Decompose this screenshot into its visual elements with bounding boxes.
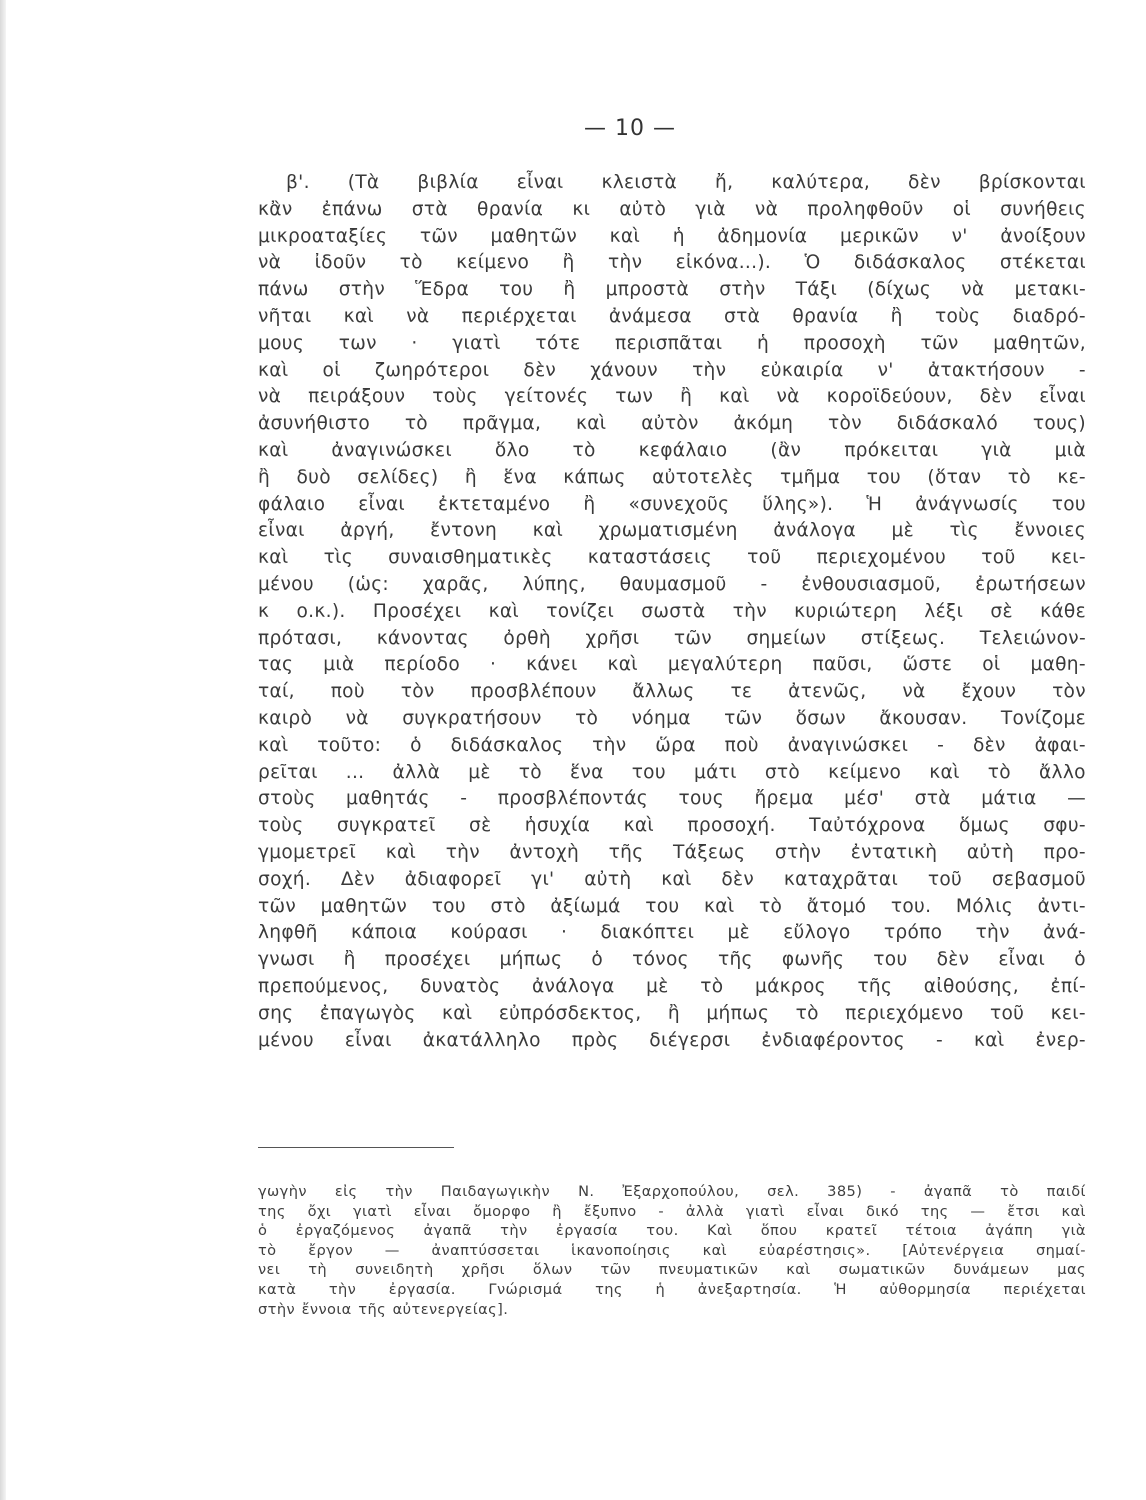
text-line: τῶν μαθητῶν του στὸ ἀξίωμά του καὶ τὸ ἄτομό του. Μόλις ἀντι- (258, 895, 1086, 917)
text-line: πάνω στὴν Ἕδρα του ἢ μπροστὰ στὴν Τάξι (δίχως νὰ μετακι- (258, 279, 1086, 301)
text-line: μικροαταξίες τῶν μαθητῶν καὶ ἡ ἀδημονία μερικῶν ν' ἀνοίξουν (258, 225, 1086, 247)
text-line: καὶ τοῦτο: ὁ διδάσκαλος τὴν ὥρα ποὺ ἀναγινώσκει - δὲν ἀφαι- (258, 734, 1086, 756)
text-line: στοὺς μαθητάς - προσβλέποντάς τους ἤρεμα μέσ' στὰ μάτια — (258, 788, 1086, 810)
text-line: καὶ τὶς συναισθηματικὲς καταστάσεις τοῦ περιεχομένου τοῦ κει- (258, 547, 1086, 569)
text-line: νὰ ἰδοῦν τὸ κείμενο ἢ τὴν εἰκόνα...). Ὁ διδάσκαλος στέκεται (258, 252, 1086, 274)
text-line: ληφθῆ κάποια κούρασι · διακόπτει μὲ εὔλογο τρόπο τὴν ἀνά- (258, 922, 1086, 944)
footnote-line: της ὄχι γιατὶ εἶναι ὄμορφο ἢ ἔξυπνο - ἀλλὰ γιατὶ εἶναι δικό της — ἔτσι καὶ (258, 1202, 1086, 1220)
text-line: γμομετρεῖ καὶ τὴν ἀντοχὴ τῆς Τάξεως στὴν ἐντατικὴ αὐτὴ προ- (258, 841, 1086, 863)
text-line: τοὺς συγκρατεῖ σὲ ἡσυχία καὶ προσοχή. Ταὐτόχρονα ὅμως σφυ- (258, 815, 1086, 837)
text-line: γνωσι ἢ προσέχει μήπως ὁ τόνος τῆς φωνῆς του δὲν εἶναι ὁ (258, 949, 1086, 971)
text-line: ἀσυνήθιστο τὸ πρᾶγμα, καὶ αὐτὸν ἀκόμη τὸν διδάσκαλό τους) (258, 413, 1086, 435)
text-line: φάλαιο εἶναι ἐκτεταμένο ἢ «συνεχοῦς ὕλης»). Ἡ ἀνάγνωσίς του (258, 493, 1086, 515)
text-line: σης ἐπαγωγὸς καὶ εὐπρόσδεκτος, ἢ μήπως τὸ περιεχόμενο τοῦ κει- (258, 1002, 1086, 1024)
text-line: μένου εἶναι ἀκατάλληλο πρὸς διέγερσι ἐνδιαφέροντος - καὶ ἐνερ- (258, 1029, 1086, 1051)
scan-edge (0, 0, 6, 1500)
text-line: β'. (Τὰ βιβλία εἶναι κλειστὰ ἤ, καλύτερα, δὲν βρίσκονται (286, 172, 1086, 193)
text-line: εἶναι ἀργή, ἔντονη καὶ χρωματισμένη ἀνάλογα μὲ τὶς ἔννοιες (258, 520, 1086, 542)
text-line: πρότασι, κάνοντας ὀρθὴ χρῆσι τῶν σημείων στίξεως. Τελειώνον- (258, 627, 1086, 649)
footnote-line: στὴν ἔννοια τῆς αὐτενεργείας]. (258, 1300, 509, 1318)
text-line: καιρὸ νὰ συγκρατήσουν τὸ νόημα τῶν ὅσων ἄκουσαν. Τονίζομε (258, 707, 1086, 729)
footnote-line: γωγὴν εἰς τὴν Παιδαγωγικὴν Ν. Ἐξαρχοπούλου, σελ. 385) - ἀγαπᾶ τὸ παιδί (258, 1183, 1086, 1200)
text-line: σοχή. Δὲν ἀδιαφορεῖ γι' αὐτὴ καὶ δὲν καταχρᾶται τοῦ σεβασμοῦ (258, 868, 1086, 890)
text-line: ρεῖται ... ἀλλὰ μὲ τὸ ἕνα του μάτι στὸ κείμενο καὶ τὸ ἄλλο (258, 761, 1086, 783)
text-line: καὶ οἱ ζωηρότεροι δὲν χάνουν τὴν εὐκαιρία ν' ἀτακτήσουν - (258, 359, 1086, 381)
text-line: καὶ ἀναγινώσκει ὅλο τὸ κεφάλαιο (ἂν πρόκειται γιὰ μιὰ (258, 439, 1086, 461)
text-line: ταί, ποὺ τὸν προσβλέπουν ἄλλως τε ἀτενῶς, νὰ ἔχουν τὸν (258, 681, 1086, 703)
text-line: ἢ δυὸ σελίδες) ἢ ἕνα κάπως αὐτοτελὲς τμῆμα του (ὅταν τὸ κε- (258, 466, 1086, 488)
footnote-line: τὸ ἔργον — ἀναπτύσσεται ἱκανοποίησις καὶ εὐαρέστησις». [Αὐτενέργεια σημαί- (258, 1241, 1086, 1259)
text-line: νὰ πειράξουν τοὺς γείτονές των ἢ καὶ νὰ κοροϊδεύουν, δὲν εἶναι (258, 386, 1086, 408)
footnote-line: κατὰ τὴν ἐργασία. Γνώρισμά της ἡ ἀνεξαρτησία. Ἡ αὐθορμησία περιέχεται (258, 1280, 1086, 1298)
footnote-line: ὁ ἐργαζόμενος ἀγαπᾶ τὴν ἐργασία του. Καὶ ὅπου κρατεῖ τέτοια ἀγάπη γιὰ (258, 1222, 1086, 1240)
footnote (258, 1182, 1086, 1319)
footnote-line: νει τὴ συνειδητὴ χρῆσι ὅλων τῶν πνευματικῶν καὶ σωματικῶν δυνάμεων μας (258, 1261, 1086, 1279)
footnote-separator (258, 1147, 454, 1148)
text-line: πρεπούμενος, δυνατὸς ἀνάλογα μὲ τὸ μάκρος τῆς αἰθούσης, ἐπί- (258, 975, 1086, 997)
main-text (258, 170, 1086, 1054)
page-number: — 10 — (584, 116, 676, 141)
text-line: νῆται καὶ νὰ περιέρχεται ἀνάμεσα στὰ θρανία ἢ τοὺς διαδρό- (258, 305, 1086, 327)
text-line: κ ο.κ.). Προσέχει καὶ τονίζει σωστὰ τὴν κυριώτερη λέξι σὲ κάθε (258, 600, 1086, 622)
text-line: μένου (ὡς: χαρᾶς, λύπης, θαυμασμοῦ - ἐνθουσιασμοῦ, ἐρωτήσεων (258, 573, 1086, 595)
text-line: κἂν ἐπάνω στὰ θρανία κι αὐτὸ γιὰ νὰ προληφθοῦν οἱ συνήθεις (258, 198, 1086, 220)
text-line: τας μιὰ περίοδο · κάνει καὶ μεγαλύτερη παῦσι, ὥστε οἱ μαθη- (258, 654, 1086, 676)
text-line: μους των · γιατὶ τότε περισπᾶται ἡ προσοχὴ τῶν μαθητῶν, (258, 332, 1086, 354)
